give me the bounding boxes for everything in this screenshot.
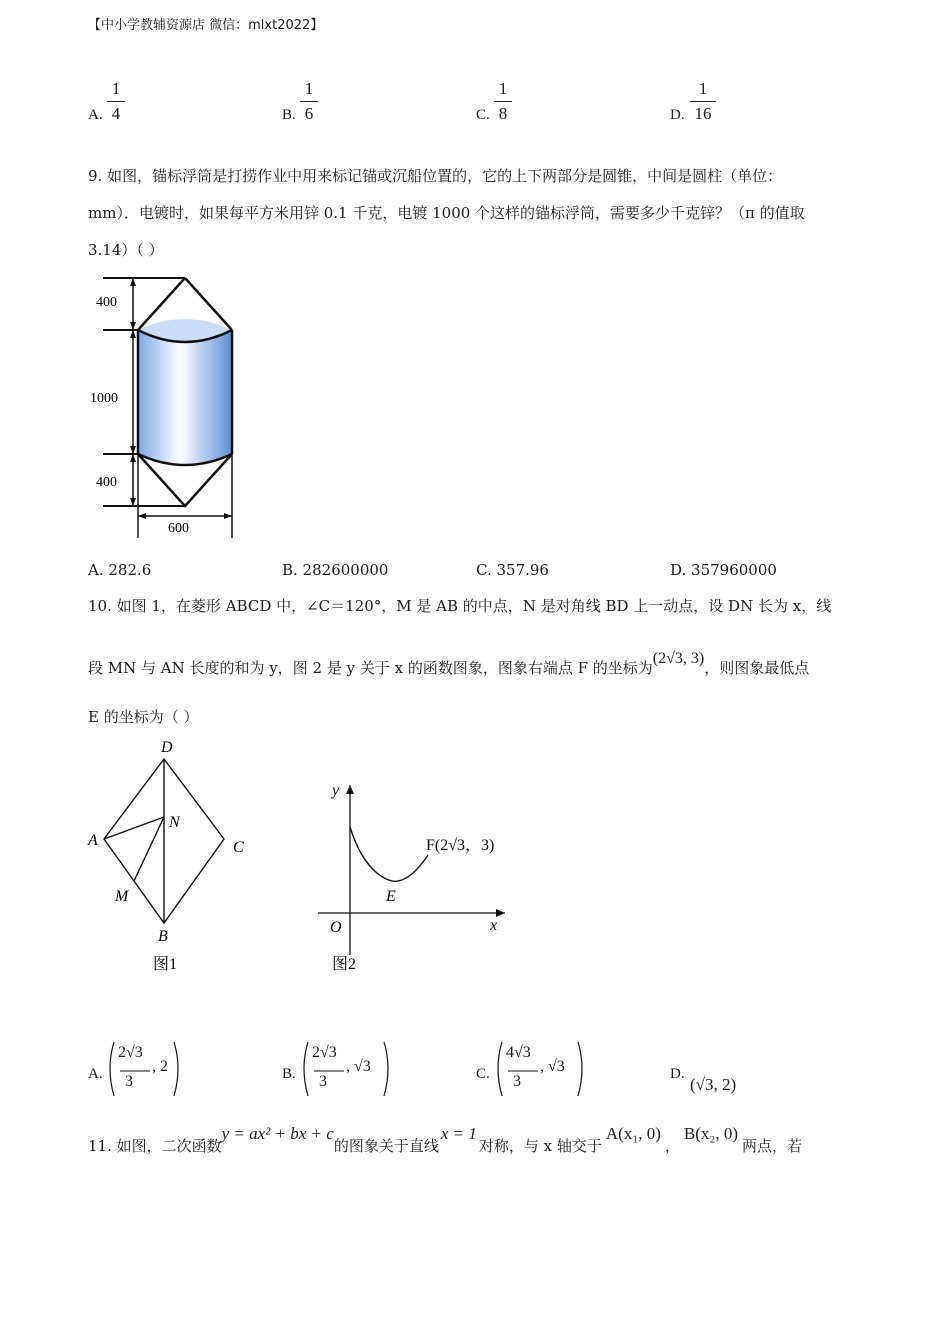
q8-option-d-fraction: 1 16: [690, 79, 716, 124]
q10-line1: 10. 如图 1，在菱形 ABCD 中，∠C＝120°，M 是 AB 的中点，N 是对角线 BD 上一动点，设 DN 长为 x，线: [88, 597, 832, 615]
q10-option-b-den: 3: [319, 1073, 327, 1090]
q11-point-a: A(x₁, 0): [605, 1124, 661, 1143]
q11-text3: 对称，与 x 轴交于: [478, 1137, 602, 1155]
fig1-caption: 图1: [153, 956, 178, 973]
q10-line2: [88, 650, 810, 679]
q11-text2: 的图象关于直线: [333, 1137, 439, 1155]
q11-line1: [88, 1124, 802, 1168]
fig2-caption: 图2: [332, 956, 357, 973]
q10-option-a-den: 3: [125, 1073, 133, 1090]
axis-x-label: x: [490, 917, 498, 934]
origin-label: O: [330, 919, 342, 936]
q9-option-c: C. 357.96: [476, 561, 549, 579]
label-d: D: [161, 739, 173, 756]
label-m: M: [115, 888, 129, 905]
q8-option-d-letter: D.: [670, 107, 685, 123]
q10-option-c-rest: , √3: [540, 1058, 565, 1075]
q10-option-a-rest: , 2: [152, 1058, 168, 1075]
q11-text4: 两点，若: [742, 1137, 803, 1155]
axis-y-label: y: [332, 782, 340, 799]
label-c: C: [233, 839, 244, 856]
q11-axis: x = 1: [440, 1124, 477, 1143]
q9-option-a: A. 282.6: [88, 561, 152, 579]
q8-option-c-letter: C.: [476, 107, 490, 123]
q10-point-f: (2√3, 3): [652, 650, 705, 667]
fig1-rhombus: [80, 735, 260, 980]
q10-option-d-value: (√3, 2): [690, 1075, 737, 1094]
q8-option-a-fraction: 1 4: [107, 79, 125, 124]
q11-point-b: B(x₂, 0): [683, 1124, 739, 1143]
label-a: A: [88, 832, 98, 849]
q10-option-a-num: 2√3: [118, 1044, 143, 1061]
q10-option-c-den: 3: [513, 1073, 521, 1090]
q9-option-d: D. 357960000: [670, 561, 777, 579]
q9-line3: 3.14）（ ）: [88, 241, 164, 259]
function-curve: [350, 827, 428, 881]
q10-option-b-rest: , √3: [346, 1058, 371, 1075]
q10-option-d-letter: D.: [670, 1066, 685, 1082]
q10-option-c-letter: C.: [476, 1066, 490, 1082]
page-header: 【中小学教辅资源店 微信：mlxt2022】: [88, 18, 324, 33]
dim-top-label: 400: [96, 295, 117, 310]
label-n: N: [169, 814, 180, 831]
q9-line2: mm）．电镀时，如果每平方米用锌 0.1 千克，电镀 1000 个这样的锚标浮筒，需要多少千克锌？（π 的值取: [88, 204, 805, 222]
q8-option-b-letter: B.: [282, 107, 296, 123]
buoy-figure: [88, 268, 248, 548]
q10-option-c-num: 4√3: [506, 1044, 531, 1061]
q10-option-b-letter: B.: [282, 1066, 296, 1082]
q10-line3: E 的坐标为（ ）: [88, 708, 199, 726]
q11-intro: 11. 如图，二次函数: [88, 1137, 222, 1155]
dim-bottom-label: 400: [96, 475, 117, 490]
point-f-label: F(2√3，3): [426, 837, 495, 854]
q8-option-b-fraction: 1 6: [300, 79, 318, 124]
q8-option-a-letter: A.: [88, 107, 103, 123]
q10-option-a-letter: A.: [88, 1066, 103, 1082]
dim-width-label: 600: [168, 521, 189, 536]
q10-line2-text: 段 MN 与 AN 长度的和为 y，图 2 是 y 关于 x 的函数图象，图象右端点 F 的坐标为: [88, 659, 653, 677]
q10-option-b-num: 2√3: [312, 1044, 337, 1061]
q11-separator: ，: [664, 1137, 680, 1155]
q11-equation: y = ax² + bx + c: [221, 1124, 334, 1143]
q8-option-c-fraction: 1 8: [494, 79, 512, 124]
label-b: B: [158, 928, 168, 945]
fig2-graph: [310, 775, 530, 980]
point-e-label: E: [386, 888, 396, 905]
dim-mid-label: 1000: [90, 391, 118, 406]
cylinder-body: [138, 330, 232, 465]
q9-option-b: B. 282600000: [282, 561, 389, 579]
q10-line2-tail: ，则图象最低点: [704, 659, 810, 677]
q9-line1: 9. 如图，锚标浮筒是打捞作业中用来标记锚或沉船位置的，它的上下两部分是圆锥，中间是圆柱（单位：: [88, 167, 783, 185]
